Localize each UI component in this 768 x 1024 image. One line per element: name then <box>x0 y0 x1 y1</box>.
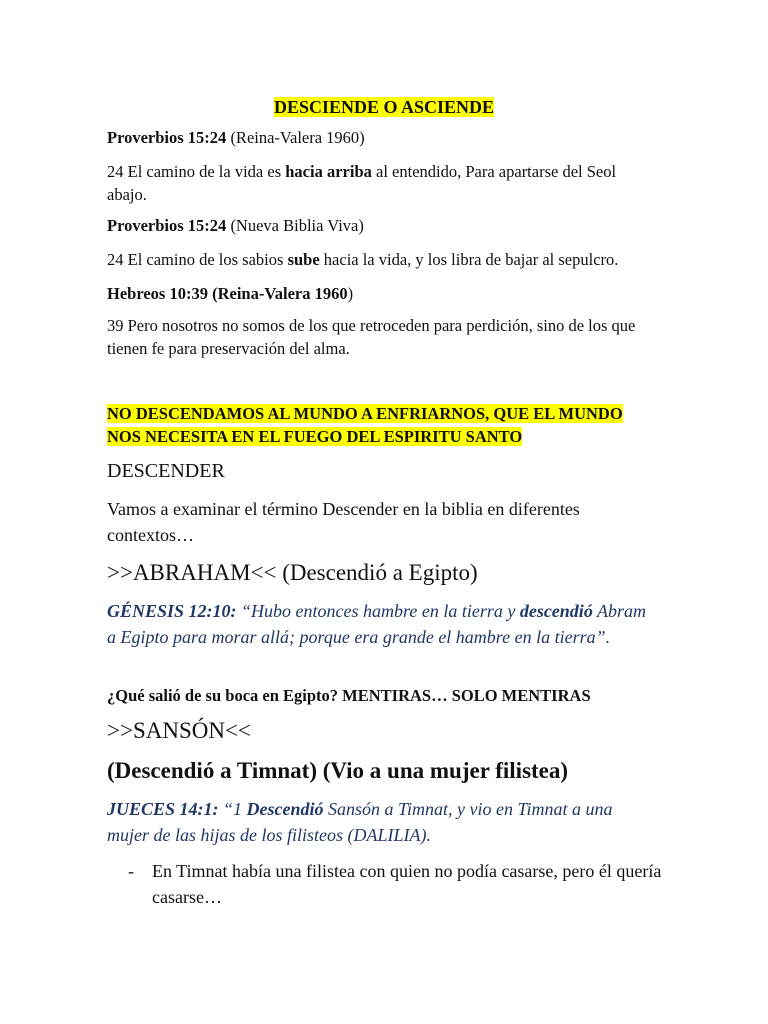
verse-genesis: GÉNESIS 12:10: “Hubo entonces hambre en la tierra y descendió Abram a Egipto para morar allá; porque era grande el hambre en la tierra”. <box>107 601 646 647</box>
reference-proverbios-rv1960: Proverbios 15:24 (Reina-Valera 1960) <box>107 128 365 147</box>
verse-hebreos: 39 Pero nosotros no somos de los que retroceden para perdición, sino de los que tienen fe para preservación del alma. <box>107 316 636 358</box>
reference-hebreos: Hebreos 10:39 (Reina-Valera 1960) <box>107 284 354 303</box>
bullet-marker: - <box>128 861 134 881</box>
question-mentiras: ¿Qué salió de su boca en Egipto? MENTIRAS… SOLO MENTIRAS <box>107 686 591 705</box>
highlighted-exhortation: NO DESCENDAMOS AL MUNDO A ENFRIARNOS, QUE EL MUNDO NOS NECESITA EN EL FUEGO DEL ESPIRITU SANTO <box>107 404 623 446</box>
verse-jueces: JUECES 14:1: “1 Descendió Sansón a Timnat, y vio en Timnat a una mujer de las hijas de los filisteos (DALILIA). <box>107 799 613 845</box>
heading-abraham: >>ABRAHAM<< (Descendió a Egipto) <box>107 560 478 585</box>
heading-timnat: (Descendió a Timnat) (Vio a una mujer filistea) <box>107 758 569 783</box>
heading-sanson: >>SANSÓN<< <box>107 718 251 743</box>
verse-proverbios-nbv: 24 El camino de los sabios sube hacia la vida, y los libra de bajar al sepulcro. <box>107 250 619 269</box>
intro-paragraph: Vamos a examinar el término Descender en la biblia en diferentes contextos… <box>107 499 580 545</box>
heading-descender: DESCENDER <box>107 460 225 482</box>
bullet-item-timnat: En Timnat había una filistea con quien no podía casarse, pero él quería casarse… <box>152 861 662 907</box>
document-title: DESCIENDE O ASCIENDE <box>273 97 495 117</box>
reference-proverbios-nbv: Proverbios 15:24 (Nueva Biblia Viva) <box>107 216 364 235</box>
verse-proverbios-rv1960: 24 El camino de la vida es hacia arriba al entendido, Para apartarse del Seol abajo. <box>107 162 617 204</box>
